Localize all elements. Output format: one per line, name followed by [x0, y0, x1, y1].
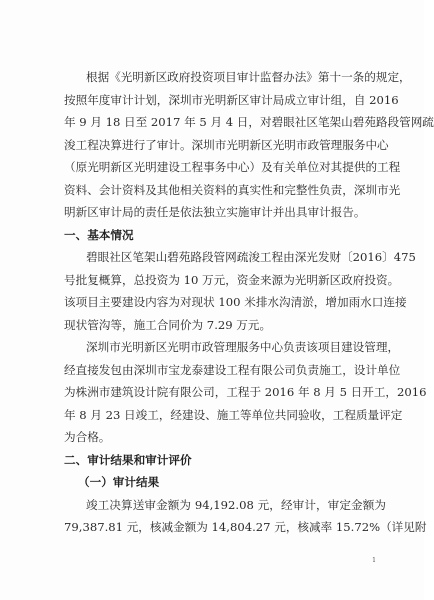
paragraph-1-line-3: 年 9 月 18 日至 2017 年 5 月 4 日，对碧眼社区笔架山碧苑路段管网疏	[64, 115, 434, 129]
section-1-para-a-line-1: 碧眼社区笔架山碧苑路段管网疏浚工程由深光发财〔2016〕475	[86, 250, 416, 264]
document-body	[64, 66, 434, 539]
section-2-para-line-1: 竣工决算送审金额为 94,192.08 元，经审计，审定金额为	[86, 497, 386, 512]
section-1-para-b-line-2: 经直接发包由深圳市宝龙泰建设工程有限公司负责施工，设计单位	[64, 362, 401, 377]
section-1-para-b-line-1: 深圳市光明新区光明市政管理服务中心负责该项目建设管理，	[86, 340, 400, 354]
paragraph-1-line-7: 明新区审计局的责任是依法独立实施审计并出具审计报告。	[64, 205, 366, 219]
section-1-para-a-line-2: 号批复概算，总投资为 10 万元，资金来源为光明新区政府投资。	[64, 272, 400, 287]
paragraph-1-line-5: （原光明新区光明建设工程事务中心）及有关单位对其提供的工程	[64, 160, 401, 174]
paragraph-1-line-4: 浚工程决算进行了审计。深圳市光明新区光明市政管理服务中心	[64, 137, 389, 152]
section-1-para-b-line-4: 年 8 月 23 日竣工，经建设、施工等单位共同验收，工程质量评定	[64, 407, 403, 422]
paragraph-1-line-2: 按照年度审计计划，深圳市光明新区审计局成立审计组，自 2016	[64, 92, 399, 107]
section-1-para-a-line-3: 该项目主要建设内容为对现状 100 米排水沟清淤，增加雨水口连接	[64, 295, 407, 309]
paragraph-1-line-1: 根据《光明新区政府投资项目审计监督办法》第十一条的规定，	[86, 70, 411, 84]
section-1-para-b-line-5: 为合格。	[64, 430, 111, 444]
paragraph-1-line-6: 资料、会计资料及其他相关资料的真实性和完整性负责，深圳市光	[64, 182, 401, 197]
section-2-para-line-2: 79,387.81 元，核减金额为 14,804.27 元，核减率 15.72%（详见附	[64, 520, 427, 534]
section-1-para-a-line-4: 现状管沟等，施工合同价为 7.29 万元。	[64, 317, 272, 332]
page-number: 1	[372, 557, 376, 564]
section-1-heading: 一、基本情况	[64, 227, 134, 242]
section-1-para-b-line-3: 为株洲市建筑设计院有限公司，工程于 2016 年 8 月 5 日开工，2016	[64, 385, 427, 399]
section-2-heading: 二、审计结果和审计评价	[64, 452, 192, 467]
section-2-subheading: （一）审计结果	[78, 475, 160, 489]
